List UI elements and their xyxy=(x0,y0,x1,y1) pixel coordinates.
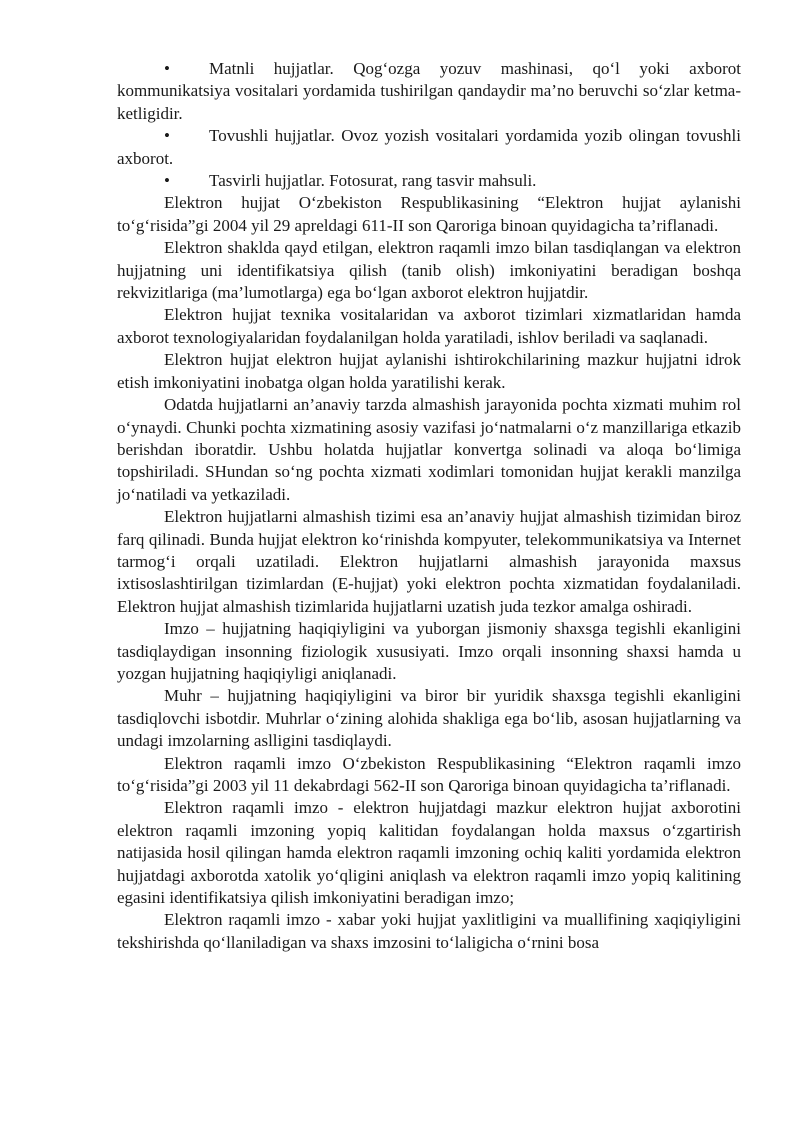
paragraph: Elektron hujjatlarni almashish tizimi esa an’anaviy hujjat almashish tizimidan biroz farq qilinadi. Bunda hujjat elektron ko‘rinishda kompyuter, telekommunikatsiya va Internet tarmog‘i orqali uzatiladi. Elektron hujjatlarni almashish jarayonida maxsus ixtisoslashtirilgan tizimlardan (E-hujjat) yoki elektron pochta xizmatidan foydalaniladi. Elektron hujjat almashish tizimlarida hujjatlarni uzatish juda tezkor amalga oshiradi. xyxy=(117,507,741,616)
paragraph: Elektron raqamli imzo - xabar yoki hujjat yaxlitligini va muallifining xaqiqiyligini tekshirishda qo‘llaniladigan va shaxs imzosini to‘laligicha o‘rnini bosa xyxy=(117,910,741,952)
document-page xyxy=(117,58,741,954)
paragraph: Elektron hujjat elektron hujjat aylanishi ishtirokchilarining mazkur hujjatni idrok etish imkoniyatini inobatga olgan holda yaratilishi kerak. xyxy=(117,350,741,392)
bullet-item-image-documents xyxy=(117,170,741,192)
bullet-text: Matnli hujjatlar. Qog‘ozga yozuv mashinasi, qo‘l yoki axborot kommunikatsiya vositalari yordamida tushirilgan qandaydir ma’no beruvchi so‘zlar ketma-ketligidir. xyxy=(117,59,741,123)
paragraph: Elektron raqamli imzo O‘zbekiston Respublikasining “Elektron raqamli imzo to‘g‘risida”gi 2003 yil 11 dekabrdagi 562-II son Qaroriga binoan quyidagicha ta’riflanadi. xyxy=(117,753,741,795)
bullet-mark: • xyxy=(164,171,170,191)
bullet-mark: • xyxy=(164,59,170,78)
bullet-item-text-documents xyxy=(117,58,741,125)
paragraph: Muhr – hujjatning haqiqiyligini va biror bir yuridik shaxsga tegishli ekanligini tasdiqlovchi isbotdir. Muhrlar o‘zining alohida shakliga ega bo‘lib, asosan hujjatlarning va undagi imzolarning aslligini tasdiqlaydi. xyxy=(117,686,741,751)
bullet-text: Tasvirli hujjatlar. Fotosurat, rang tasvir mahsuli. xyxy=(209,171,537,191)
paragraph: Elektron raqamli imzo - elektron hujjatdagi mazkur elektron hujjat axborotini elektron raqamli imzoning yopiq kalitidan foydalangan holda maxsus o‘zgartirish natijasida hosil qilingan hamda elektron raqamli imzoning ochiq kaliti yordamida elektron hujjatdagi axborotda xatolik yo‘qligini aniqlash va elektron raqamli imzo yopiq kalitining egasini identifikatsiya qilish imkoniyatini beradigan imzo; xyxy=(117,798,741,908)
paragraph: Odatda hujjatlarni an’anaviy tarzda almashish jarayonida pochta xizmati muhim rol o‘ynaydi. Chunki pochta xizmatining asosiy vazifasi jo‘natmalarni o‘z manzillariga etkazib berishdan iboratdir. Ushbu holatda hujjatlar konvertga solinadi va aloqa bo‘limiga topshiriladi. SHundan so‘ng pochta xizmati xodimlari tomonidan hujjat kerakli manzilga jo‘natiladi va yetkaziladi. xyxy=(117,395,741,504)
bullet-text: Tovushli hujjatlar. Ovoz yozish vositalari yordamida yozib olingan tovushli axborot. xyxy=(117,126,741,168)
paragraph: Imzo – hujjatning haqiqiyligini va yuborgan jismoniy shaxsga tegishli ekanligini tasdiqlaydigan insonning fiziologik xususiyati. Imzo orqali insonning shaxsi hamda u yozgan hujjatning haqiqiyligi aniqlanadi. xyxy=(117,619,741,683)
bullet-mark: • xyxy=(164,126,170,146)
paragraph: Elektron hujjat O‘zbekiston Respublikasining “Elektron hujjat aylanishi to‘g‘risida”gi 2004 yil 29 apreldagi 611-II son Qaroriga binoan quyidagicha ta’riflanadi. xyxy=(117,193,741,235)
bullet-item-audio-documents xyxy=(117,125,741,170)
paragraph: Elektron hujjat texnika vositalaridan va axborot tizimlari xizmatlaridan hamda axborot texnologiyalaridan foydalanilgan holda yaratiladi, ishlov beriladi va saqlanadi. xyxy=(117,305,741,347)
paragraph: Elektron shaklda qayd etilgan, elektron raqamli imzo bilan tasdiqlangan va elektron hujjatning uni identifikatsiya qilish (tanib olish) imkoniyatini beradigan boshqa rekvizitlariga (ma’lumotlarga) ega bo‘lgan axborot elektron hujjatdir. xyxy=(117,238,741,303)
